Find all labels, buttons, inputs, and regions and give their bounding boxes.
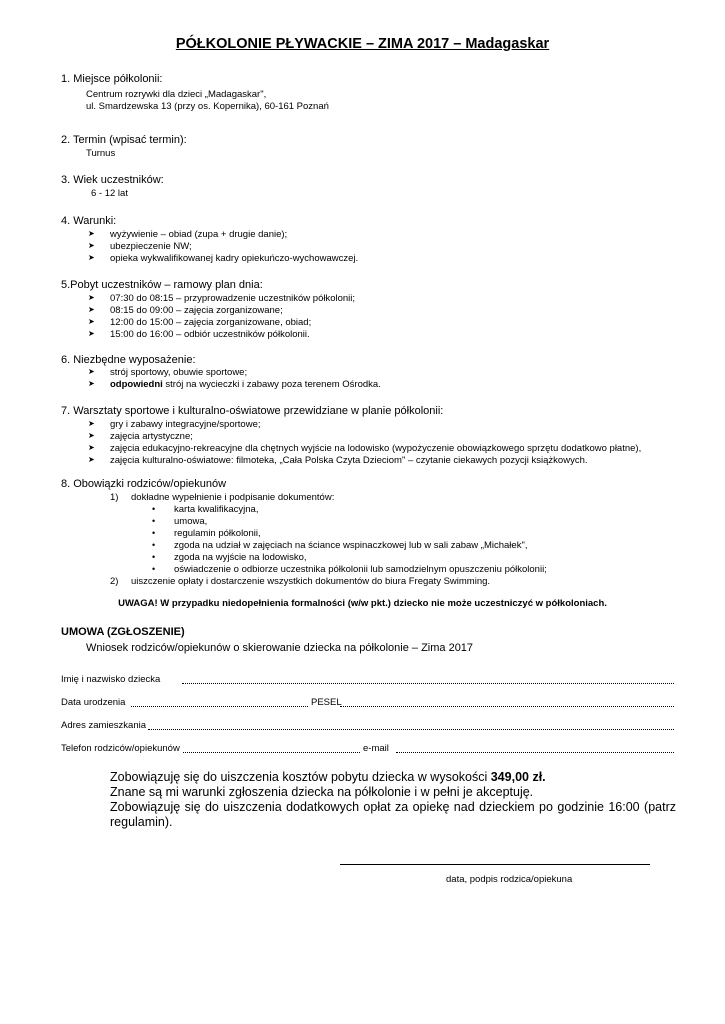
signature-label: data, podpis rodzica/opiekuna (446, 874, 573, 885)
pesel-field[interactable] (340, 706, 674, 707)
email-label: e-mail (363, 743, 389, 754)
phone-field[interactable] (183, 752, 360, 753)
declaration-extra-fees: Zobowiązuję się do uiszczenia dodatkowych opłat za opiekę nad dzieckiem po godzinie 16:00 (patrz regulamin). (110, 800, 676, 829)
list-item: uiszczenie opłaty i dostarczenie wszystkich dokumentów do biura Fregaty Swimming. (131, 576, 491, 587)
dot-bullet-icon: • (152, 540, 156, 550)
birth-date-field[interactable] (131, 706, 308, 707)
list-item: wyżywienie – obiad (zupa + drugie danie); (110, 229, 288, 240)
pesel-label: PESEL (311, 697, 342, 708)
document-item: zgoda na wyjście na lodowisko, (174, 552, 307, 563)
list-item: 08:15 do 09:00 – zajęcia zorganizowane; (110, 305, 283, 316)
list-item: zajęcia edukacyjno-rekreacyjne dla chętnych wyjście na lodowisko (wypożyczenie obowiązkowego sprzętu dodatkowo płatne), (110, 443, 642, 454)
section-3-heading: 3. Wiek uczestników: (61, 174, 164, 186)
list-item: zajęcia kulturalno-oświatowe: filmoteka, „Cała Polska Czyta Dzieciom" – czytanie ciekawych pozycji książkowych. (110, 455, 588, 466)
location-line-2: ul. Smardzewska 13 (przy os. Kopernika), 60-161 Poznań (86, 101, 329, 112)
term-value: Turnus (86, 148, 116, 159)
dot-bullet-icon: • (152, 564, 156, 574)
application-title: Wniosek rodziców/opiekunów o skierowanie dziecka na półkolonie – Zima 2017 (86, 642, 474, 654)
signature-line[interactable] (340, 864, 650, 865)
email-field[interactable] (396, 752, 674, 753)
section-5-heading: 5.Pobyt uczestników – ramowy plan dnia: (61, 279, 263, 291)
list-item: gry i zabawy integracyjne/sportowe; (110, 419, 261, 430)
list-item: opieka wykwalifikowanej kadry opiekuńczo-wychowawczej. (110, 253, 359, 264)
declaration-block (110, 770, 676, 830)
document-item: oświadczenie o odbiorze uczestnika półkolonii lub samodzielnym opuszczeniu półkolonii; (174, 564, 547, 575)
arrow-bullet-icon: ➤ (88, 419, 95, 428)
declaration-cost-text: Zobowiązuję się do uiszczenia kosztów pobytu dziecka w wysokości (110, 770, 491, 784)
section-7-heading: 7. Warsztaty sportowe i kulturalno-oświatowe przewidziane w planie półkolonii: (61, 405, 444, 417)
section-8-heading: 8. Obowiązki rodziców/opiekunów (61, 478, 227, 490)
arrow-bullet-icon: ➤ (88, 329, 95, 338)
dot-bullet-icon: • (152, 516, 156, 526)
document-item: umowa, (174, 516, 208, 527)
age-value: 6 - 12 lat (91, 188, 128, 199)
document-item: karta kwalifikacyjna, (174, 504, 259, 515)
emphasis-text: odpowiedni (110, 379, 163, 390)
birth-date-label: Data urodzenia (61, 697, 126, 708)
dot-bullet-icon: • (152, 504, 156, 514)
arrow-bullet-icon: ➤ (88, 317, 95, 326)
section-6-heading: 6. Niezbędne wyposażenie: (61, 354, 196, 366)
phone-label: Telefon rodziców/opiekunów (61, 743, 180, 754)
page-title: PÓŁKOLONIE PŁYWACKIE – ZIMA 2017 – Madagaskar (175, 36, 550, 52)
child-name-label: Imię i nazwisko dziecka (61, 674, 161, 685)
arrow-bullet-icon: ➤ (88, 443, 95, 452)
document-item: regulamin półkolonii, (174, 528, 261, 539)
address-field[interactable] (148, 729, 674, 730)
declaration-cost (110, 770, 676, 785)
declaration-acceptance: Znane są mi warunki zgłoszenia dziecka na półkolonie i w pełni je akceptuję. (110, 785, 534, 799)
list-item: 07:30 do 08:15 – przyprowadzenie uczestników półkolonii; (110, 293, 356, 304)
location-line-1: Centrum rozrywki dla dzieci „Madagaskar", (86, 89, 267, 100)
list-item (110, 379, 381, 390)
arrow-bullet-icon: ➤ (88, 455, 95, 464)
agreement-heading: UMOWA (ZGŁOSZENIE) (61, 626, 185, 638)
section-1-heading: 1. Miejsce półkolonii: (61, 73, 163, 85)
section-4-heading: 4. Warunki: (61, 215, 117, 227)
arrow-bullet-icon: ➤ (88, 431, 95, 440)
list-item: strój sportowy, obuwie sportowe; (110, 367, 248, 378)
list-item: 12:00 do 15:00 – zajęcia zorganizowane, obiad; (110, 317, 312, 328)
dot-bullet-icon: • (152, 528, 156, 538)
arrow-bullet-icon: ➤ (88, 367, 95, 376)
warning-note: UWAGA! W przypadku niedopełnienia formalności (w/w pkt.) dziecko nie może uczestniczyć w półkoloniach. (118, 598, 607, 609)
list-item: dokładne wypełnienie i podpisanie dokumentów: (131, 492, 335, 503)
arrow-bullet-icon: ➤ (88, 379, 95, 388)
cost-amount: 349,00 zł. (490, 770, 546, 784)
arrow-bullet-icon: ➤ (88, 253, 95, 262)
arrow-bullet-icon: ➤ (88, 241, 95, 250)
list-item: zajęcia artystyczne; (110, 431, 193, 442)
document-item: zgoda na udział w zajęciach na ściance wspinaczkowej lub w sali zabaw „Michałek", (174, 540, 528, 551)
list-item: ubezpieczenie NW; (110, 241, 192, 252)
arrow-bullet-icon: ➤ (88, 305, 95, 314)
section-2-heading: 2. Termin (wpisać termin): (61, 134, 187, 146)
dot-bullet-icon: • (152, 552, 156, 562)
arrow-bullet-icon: ➤ (88, 229, 95, 238)
child-name-field[interactable] (182, 683, 674, 684)
list-number: 1) (110, 492, 119, 503)
arrow-bullet-icon: ➤ (88, 293, 95, 302)
list-number: 2) (110, 576, 119, 587)
list-item: 15:00 do 16:00 – odbiór uczestników półkolonii. (110, 329, 310, 340)
address-label: Adres zamieszkania (61, 720, 147, 731)
list-item-text: strój na wycieczki i zabawy poza terenem Ośrodka. (162, 379, 381, 390)
